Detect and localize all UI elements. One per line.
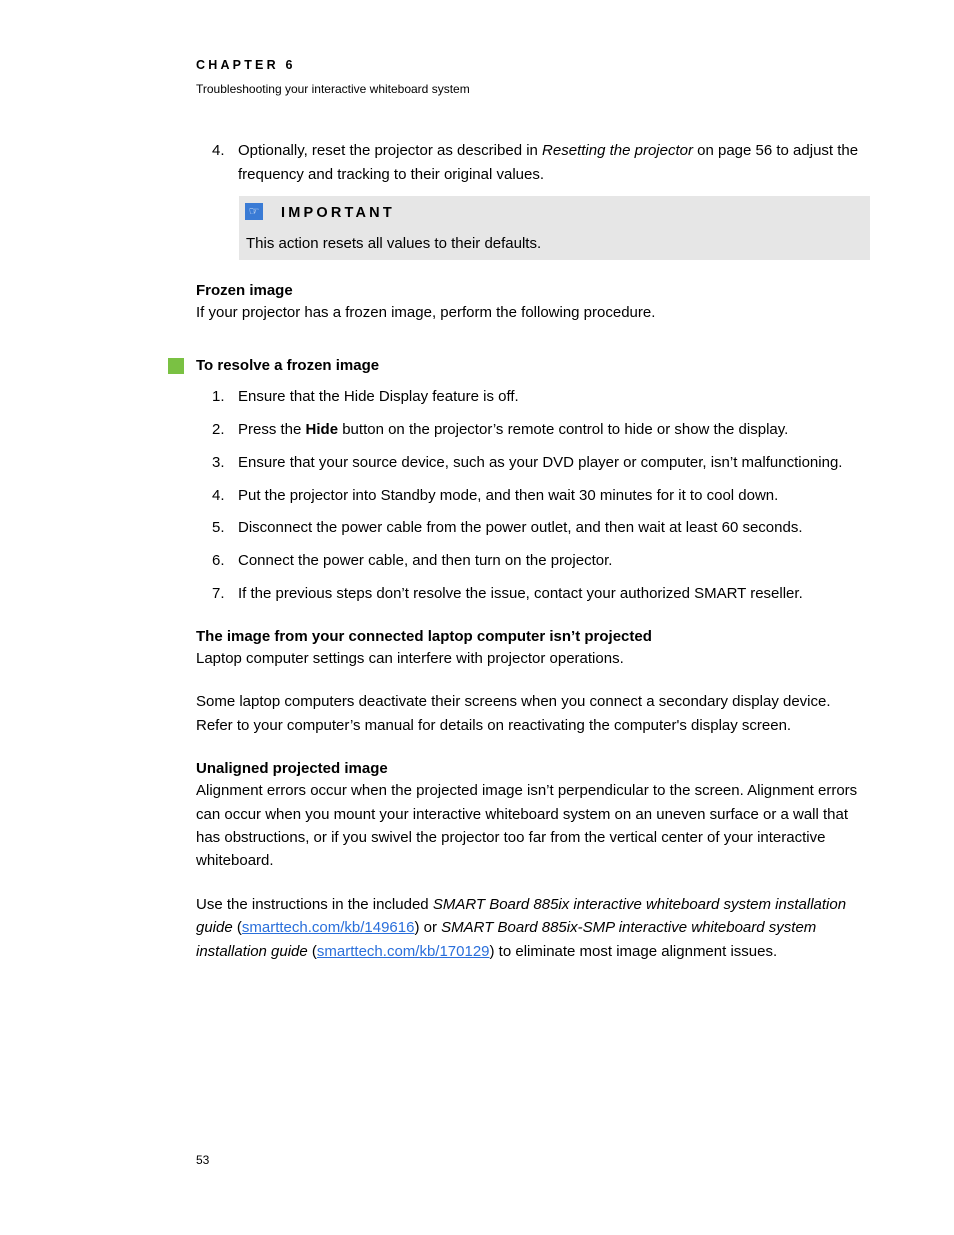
- laptop-para-2-line-2: Refer to your computer’s manual for details on reactivating the computer's display screen.: [196, 717, 792, 734]
- kb-170129-link[interactable]: smarttech.com/kb/170129: [316, 943, 490, 960]
- instructions-line-1: Use the instructions in the included SMART Board 885ix interactive whiteboard system installation: [196, 896, 847, 913]
- kb-149616-link[interactable]: smarttech.com/kb/149616: [241, 919, 415, 936]
- step-number: 3.: [212, 454, 225, 471]
- step-text: Put the projector into Standby mode, and then wait 30 minutes for it to cool down.: [238, 487, 779, 504]
- unaligned-para-line: can occur when you mount your interactive whiteboard system on an uneven surface or a wall that: [196, 806, 849, 823]
- guide-title: SMART Board 885ix interactive whiteboard system installation: [432, 896, 847, 913]
- chapter-subtitle: Troubleshooting your interactive whiteboard system: [196, 82, 470, 96]
- important-text: This action resets all values to their defaults.: [246, 235, 542, 252]
- laptop-para-2-line-1: Some laptop computers deactivate their screens when you connect a secondary display device.: [196, 693, 831, 710]
- page-number: 53: [196, 1153, 210, 1167]
- step-number: 2.: [212, 421, 225, 438]
- guide-title: SMART Board 885ix-SMP interactive whiteboard system: [441, 919, 817, 936]
- instructions-line-2: guide (smarttech.com/kb/149616) or SMART Board 885ix-SMP interactive whiteboard system: [196, 919, 817, 936]
- step-text: Ensure that your source device, such as your DVD player or computer, isn’t malfunctioning.: [238, 454, 843, 471]
- frozen-image-intro: If your projector has a frozen image, perform the following procedure.: [196, 304, 656, 321]
- step-text: Optionally, reset the projector as described in Resetting the projector on page 56 to adjust the frequency and tracking to their original values.: [238, 142, 859, 183]
- reference-title: Resetting the projector: [542, 142, 693, 159]
- unaligned-para-line: Alignment errors occur when the projected image isn’t perpendicular to the screen. Alignment errors: [196, 782, 858, 799]
- pointing-hand-icon: ☞: [245, 203, 263, 220]
- step-number: 1.: [212, 388, 225, 405]
- step-text: If the previous steps don’t resolve the issue, contact your authorized SMART reseller.: [238, 585, 803, 602]
- guide-title: installation guide: [196, 943, 308, 960]
- unaligned-para-line: whiteboard.: [196, 852, 274, 869]
- step-number: 4.: [212, 142, 225, 159]
- important-title: IMPORTANT: [281, 205, 395, 221]
- step-number: 7.: [212, 585, 225, 602]
- unaligned-para-line: has obstructions, or if you swivel the projector too far from the vertical center of your interactive: [196, 829, 826, 846]
- step-text: Connect the power cable, and then turn on the projector.: [238, 552, 613, 569]
- step-text: Ensure that the Hide Display feature is off.: [238, 388, 519, 405]
- guide-title: guide: [196, 919, 233, 936]
- procedure-title: To resolve a frozen image: [196, 357, 380, 374]
- step-text: Press the Hide button on the projector’s remote control to hide or show the display.: [238, 421, 789, 438]
- chapter-label: CHAPTER 6: [196, 58, 296, 72]
- important-callout: [239, 196, 870, 260]
- unaligned-heading: Unaligned projected image: [196, 760, 388, 777]
- procedure-icon: [168, 358, 184, 374]
- step-text: Disconnect the power cable from the power outlet, and then wait at least 60 seconds.: [238, 519, 803, 536]
- step-number: 5.: [212, 519, 225, 536]
- laptop-heading: The image from your connected laptop computer isn’t projected: [196, 628, 652, 645]
- frozen-image-heading: Frozen image: [196, 282, 293, 299]
- step-number: 6.: [212, 552, 225, 569]
- step-number: 4.: [212, 487, 225, 504]
- laptop-para-1: Laptop computer settings can interfere with projector operations.: [196, 650, 624, 667]
- hide-button-label: Hide: [305, 421, 339, 438]
- instructions-line-3: installation guide (smarttech.com/kb/170129) to eliminate most image alignment issues.: [196, 943, 778, 960]
